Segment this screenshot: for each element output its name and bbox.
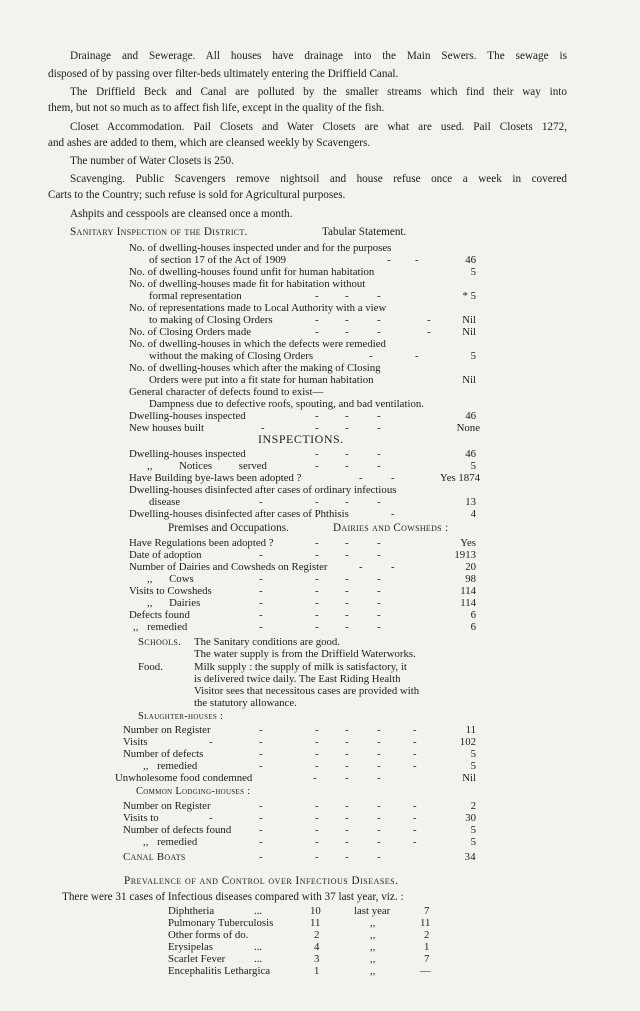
slaughter-heading: Slaughter-houses : (138, 711, 224, 722)
table-row: Number of defects found - - - - - 5 (123, 824, 476, 836)
table-row: ,, remedied - - - - - 5 (143, 760, 476, 772)
row-label: No. of dwelling-houses inspected under and for the purposes (129, 242, 392, 254)
row-value: None (456, 422, 480, 434)
table-row: formal representation - - - * 5 (149, 290, 476, 302)
table-row: Dwelling-houses inspected - - - 46 (129, 410, 476, 422)
schools-line-2: The water supply is from the Driffield Waterworks. (194, 648, 416, 660)
closet-line-2: and ashes are added to them, which are cleansed weekly by Scavengers. (48, 137, 371, 149)
beck-line-1: The Driffield Beck and Canal are polluted by the smaller streams which find their way into (70, 86, 567, 98)
row-label: No. of dwelling-houses which after the making of Closing (129, 362, 381, 374)
row-value: 46 (465, 254, 476, 266)
table-row: Dwelling-houses inspected - - - 46 (129, 448, 476, 460)
dairies-heading: Dairies and Cowsheds : (333, 522, 449, 534)
table-row: Number on Register - - - - - 2 (123, 800, 476, 812)
table-row (129, 266, 476, 279)
tabular-statement-label: Tabular Statement. (322, 226, 407, 238)
table-row: ,, remedied - - - - 6 (133, 621, 476, 633)
canal-boats-row: Canal Boats - - - - 34 (123, 851, 476, 863)
premises-heading: Premises and Occupations. (168, 522, 289, 534)
food-label: Food. (138, 661, 163, 673)
row-value: 5 (470, 350, 476, 362)
row-value: Nil (462, 314, 476, 326)
table-row: Have Building bye-laws been adopted ? - - Yes 1874 (129, 472, 480, 484)
row-label: No. of dwelling-houses made fit for habitation without (129, 278, 366, 290)
table-row: ,, remedied - - - - - 5 (143, 836, 476, 848)
document-page: Drainage and Sewerage. All houses have drainage into the Main Sewers. The sewage is disposed of by passing over filter-beds ultimately entering the Driffield Canal. The Driffield Beck and Canal are polluted by the smaller streams which find their way into them, but not so much as to affect fish life, except in the quality of the fish. Closet Accommodation. Pail Closets and Water Closets are what are used. Pail Closets 1272, and ashes are added to them, which are cleansed weekly by Scavengers. The number of Water Closets is 250. Scavenging. Public Scavengers remove nightsoil and house refuse once a week in covered Carts to the Country; such refuse is sold for Agricultural purposes. Ashpits and cesspools are cleansed once a month. Sanitary Inspection of the District. Tabular Statement. No. of dwelling-houses inspected under and for the purposes of section 17 of the Act of 1909 - - 46 No. of dwelling-houses found unfit for human habitation 5 No. of dwelling-houses made fit for habitation without formal representation - - - * 5 No. of representations made to Local Authority with a view to making of Closing Orders - - - - Nil No. of Closing Orders made - - - - Nil No. of dwelling-houses in which the defects were remedied without the making of Closing Orders - - 5 No. of dwelling-houses which after the making of Closing Orders were put into a fit state for human habitation Nil General character of defects found to exist— Dampness due to defective roofs, spouting, and bad ventilation. Dwelling-houses inspected - - - 46 New houses built - - - - None INSPECTIONS. Dwelling-houses inspected - - - 46 ,, Notices served - - - 5 Have Building bye-laws been adopted ? - - Yes 1874 Dwelling-houses disinfected after cases of ordinary infectious disease - - - - 13 Dwelling-houses disinfected after cases of Phthisis - 4 Premises and Occupations. Dairies and Cowsheds : Have Regulations been adopted ? - - - Yes Date of adoption - - - - 1913 Number of Dairies and Cowsheds on Register - - 20 ,, Cows - - - - 98 Visits to Cowsheds - - - - 114 ,, Dairies - - - - 114 Defects found - - - - 6 ,, remedied - - - - 6 Schools. The Sanitary conditions are good. The water supply is from the Driffield Waterworks. Food. Milk supply : the supply of milk is satisfactory, it is delivered twice daily. The East Riding Health Visitor sees that necessitous cases are provided with the statutory allowance. Slaughter-houses : Number on Register - - - - - 11 Visits - - - - - - 102 Number of defects - - - - - 5 ,, remedied - - - - - 5 Unwholesome food condemned - - - Nil Common Lodging-houses : Number on Register - - - - - 2 Visits to - - - - - - 30 Number of defects found - - - - - 5 ,, remedied - - - - - 5 Canal Boats - - - - 34 Prevalence of and Control over Infectious Diseases. There were 31 cases of Infectious diseases compared with 37 last year, viz. : Diphtheria ... 10 last year 7 Pulmonary Tuberculosis 11 ,, 11 Other forms of do. 2 ,, 2 Erysipelas ... 4 ,, 1 Scarlet Fever ... 3 ,, 7 Encephalitis Lethargica 1 ,, — (48, 50, 567, 977)
table-row: Visits to - - - - - - 30 (123, 812, 476, 824)
lodging-heading: Common Lodging-houses : (136, 786, 251, 797)
table-row: Number of defects - - - - - 5 (123, 748, 476, 760)
drainage-line-2: disposed of by passing over filter-beds ultimately entering the Driffield Canal. (48, 68, 399, 80)
row-value: Nil (462, 326, 476, 338)
row-value: 5 (470, 266, 476, 278)
row-label: No. of Closing Orders made (129, 326, 252, 338)
table-row: Number of Dairies and Cowsheds on Register - - 20 (129, 561, 476, 573)
table-row (129, 278, 476, 291)
table-row: without the making of Closing Orders - - 5 (149, 350, 476, 362)
water-closets-line: The number of Water Closets is 250. (70, 155, 234, 167)
table-row: No. of Closing Orders made - - - - Nil (129, 326, 476, 338)
cases-intro: There were 31 cases of Infectious diseases compared with 37 last year, viz. : (62, 891, 404, 903)
table-row: Visits to Cowsheds - - - - 114 (129, 585, 476, 597)
table-row: to making of Closing Orders - - - - Nil (149, 314, 476, 326)
schools-line-1: The Sanitary conditions are good. (194, 636, 341, 648)
table-row: ,, Notices served - - - 5 (147, 460, 476, 472)
table-row: Defects found - - - - 6 (129, 609, 476, 621)
row-label: No. of representations made to Local Authority with a view (129, 302, 387, 314)
table-row: of section 17 of the Act of 1909 - - 46 (149, 254, 476, 266)
beck-line-2: them, but not so much as to affect fish life, except in the quality of the fish. (48, 102, 385, 114)
dampness-line: Dampness due to defective roofs, spouting, and bad ventilation. (149, 398, 424, 410)
table-row: Dwelling-houses disinfected after cases of Phthisis - 4 (129, 508, 476, 520)
food-line-4: the statutory allowance. (194, 697, 297, 709)
table-row: Unwholesome food condemned - - - Nil (115, 772, 476, 784)
scavenging-line-2: Carts to the Country; such refuse is sold for Agricultural purposes. (48, 189, 346, 201)
table-row: Date of adoption - - - - 1913 (129, 549, 476, 561)
schools-label: Schools. (138, 636, 182, 648)
row-label: No. of dwelling-houses in which the defects were remedied (129, 338, 386, 350)
table-row (129, 338, 476, 351)
food-line-2: is delivered twice daily. The East Riding Health (194, 673, 401, 685)
scavenging-line-1: Scavenging. Public Scavengers remove nightsoil and house refuse once a week in covered (70, 173, 567, 185)
table-row: disease - - - - 13 (149, 496, 476, 508)
food-line-3: Visitor sees that necessitous cases are provided with (194, 685, 420, 697)
row-value: * 5 (462, 290, 476, 302)
prevalence-heading: Prevalence of and Control over Infectious Diseases. (124, 875, 399, 887)
row-label: formal representation (149, 290, 242, 302)
table-row (129, 302, 476, 315)
row-label: to making of Closing Orders (149, 314, 273, 326)
table-row: Dwelling-houses disinfected after cases of ordinary infectious (129, 484, 397, 496)
table-row: Number on Register - - - - - 11 (123, 724, 476, 736)
table-row: Visits - - - - - - 102 (123, 736, 476, 748)
general-character-line: General character of defects found to exist— (129, 386, 324, 398)
table-row (129, 374, 476, 387)
row-value: 46 (465, 410, 476, 422)
row-label: Dwelling-houses inspected (129, 410, 246, 422)
table-row (129, 362, 476, 375)
drainage-line-1: Drainage and Sewerage. All houses have drainage into the Main Sewers. The sewage is (70, 50, 567, 62)
food-line-1: Milk supply : the supply of milk is satisfactory, it (194, 661, 407, 673)
row-label: of section 17 of the Act of 1909 (149, 254, 287, 266)
table-row: New houses built - - - - None (129, 422, 480, 434)
closet-line-1: Closet Accommodation. Pail Closets and Water Closets are what are used. Pail Closets 1272, (70, 121, 567, 133)
row-label: New houses built (129, 422, 204, 434)
table-row: ,, Cows - - - - 98 (147, 573, 476, 585)
row-label: No. of dwelling-houses found unfit for human habitation (129, 266, 375, 278)
row-value: Nil (462, 374, 476, 386)
ashpits-line: Ashpits and cesspools are cleansed once a month. (70, 208, 293, 220)
inspections-heading: INSPECTIONS. (258, 432, 344, 446)
table-row: Have Regulations been adopted ? - - - Yes (129, 537, 476, 549)
table-row: ,, Dairies - - - - 114 (147, 597, 476, 609)
row-label: Orders were put into a fit state for human habitation (149, 374, 374, 386)
row-label: without the making of Closing Orders (149, 350, 314, 362)
sanitary-inspection-heading: Sanitary Inspection of the District. (70, 226, 248, 238)
table-row (129, 242, 476, 255)
